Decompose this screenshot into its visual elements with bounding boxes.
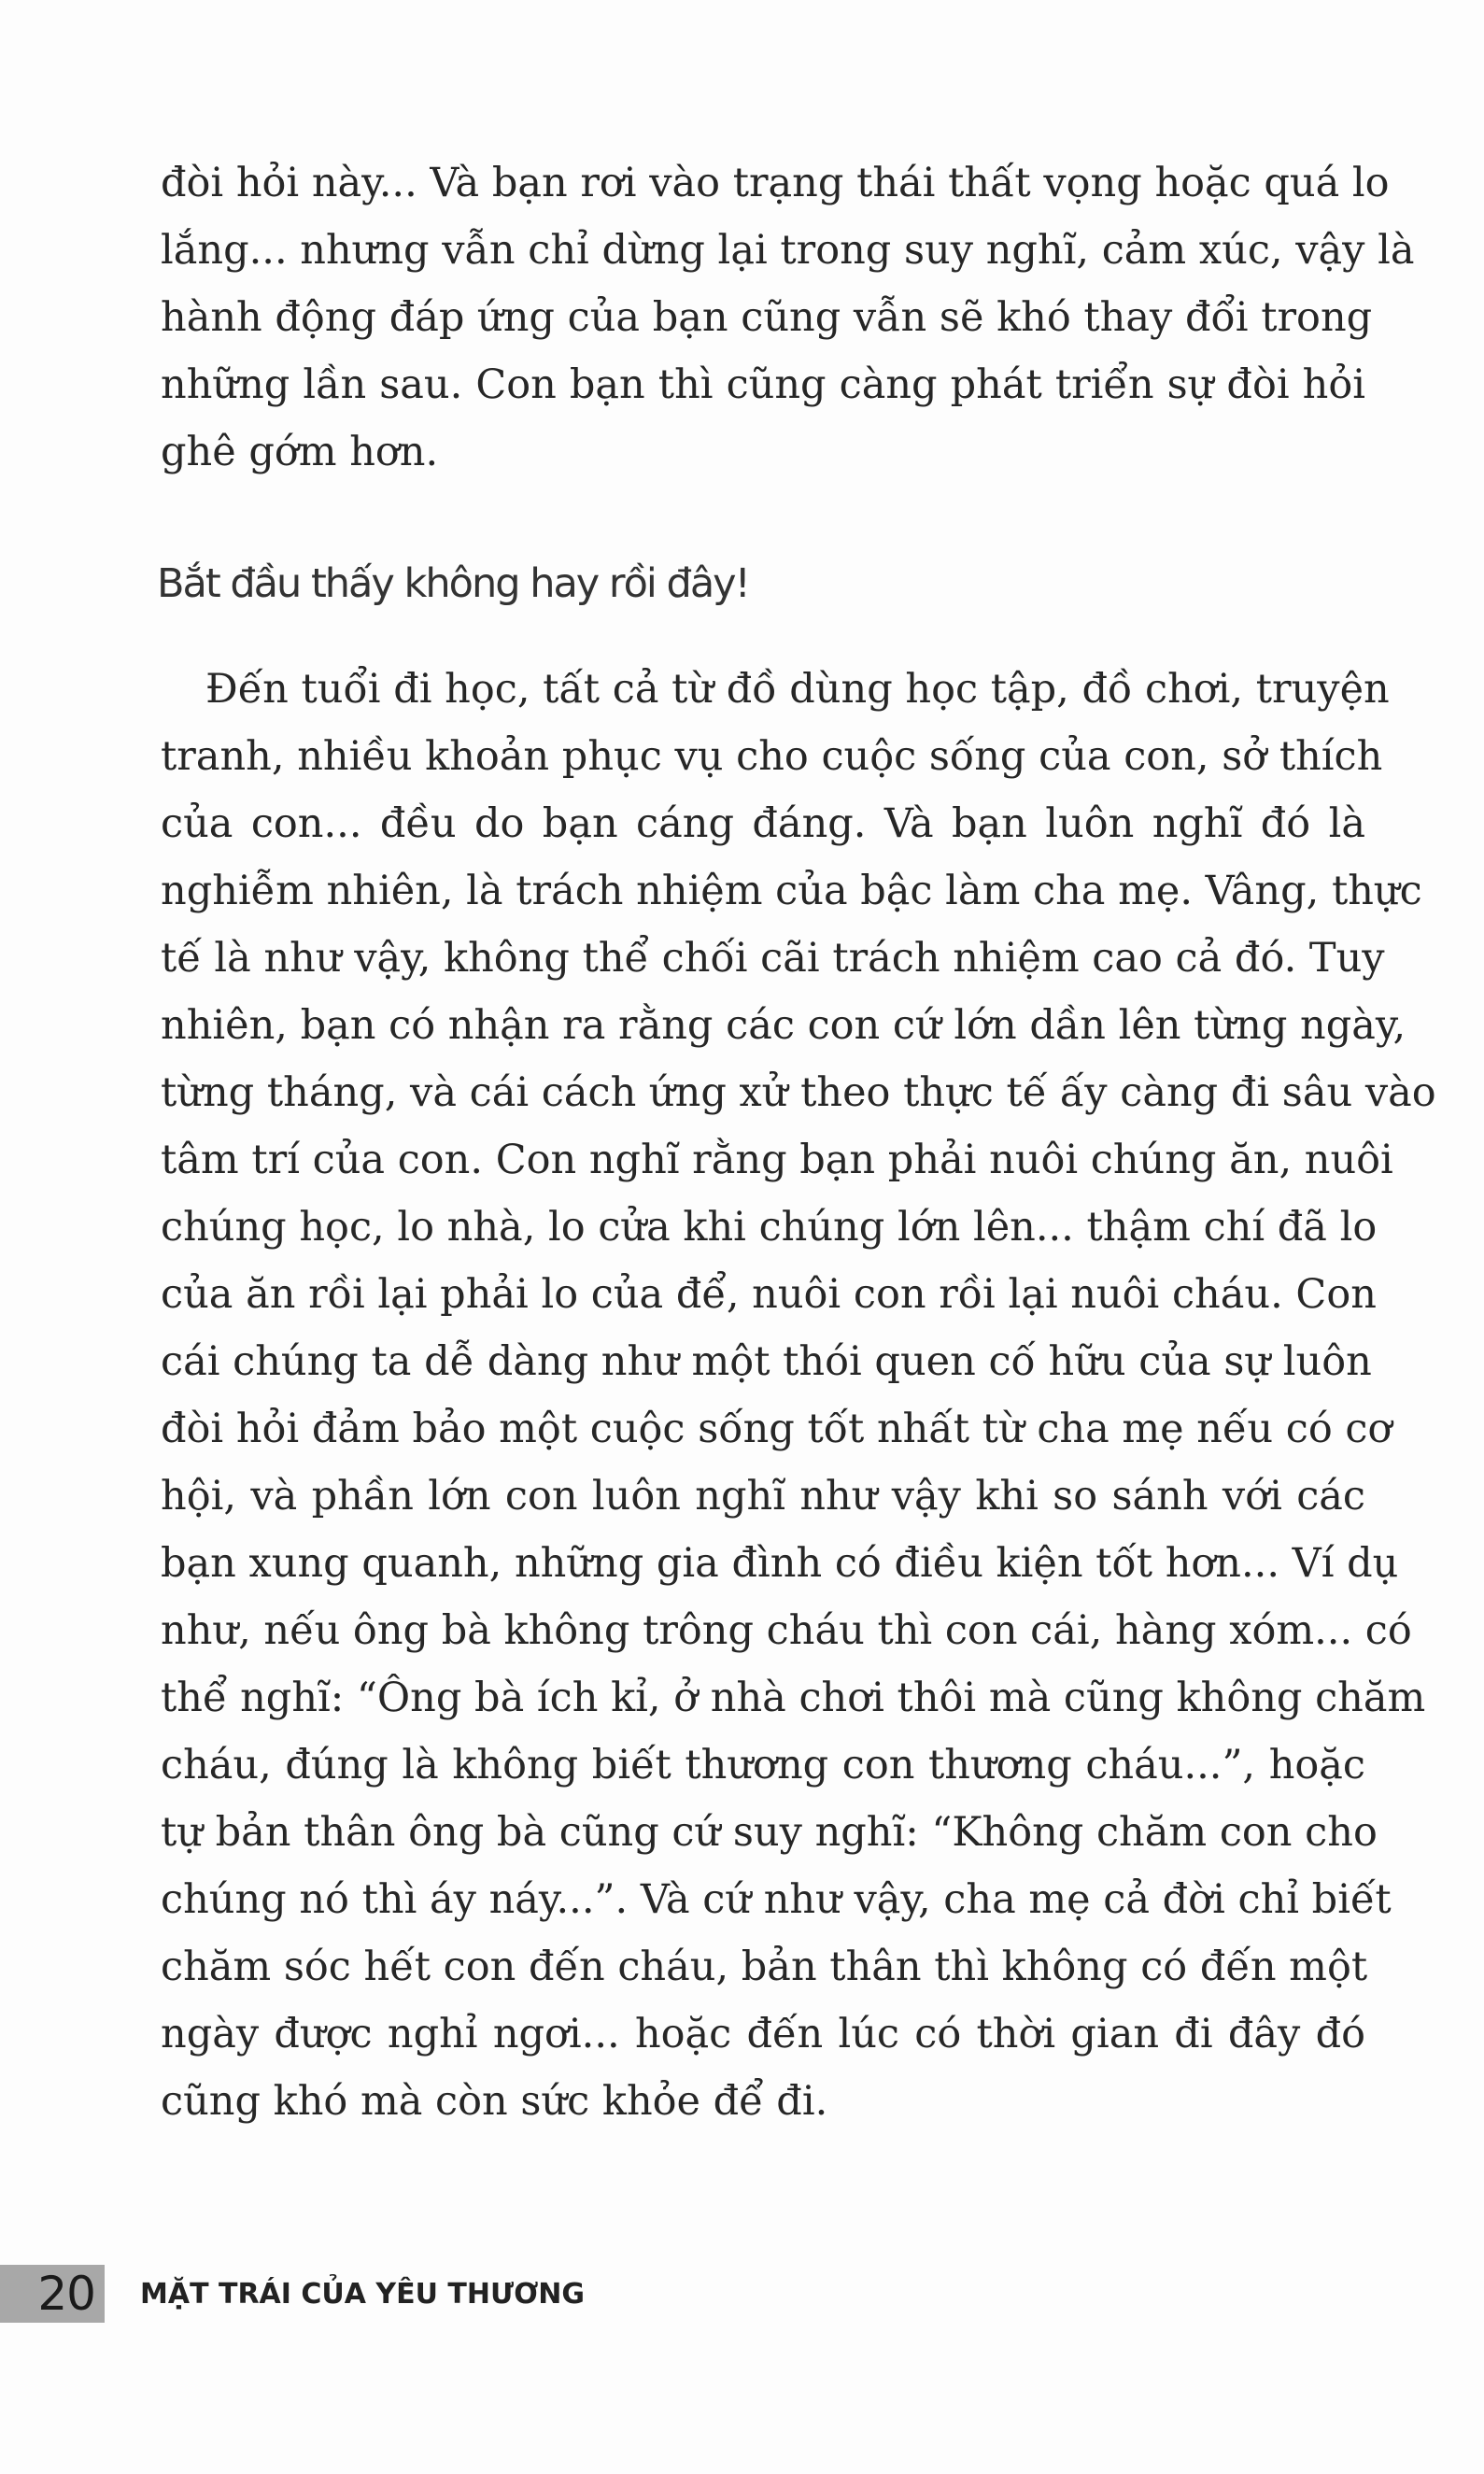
text-line: như, nếu ông bà không trông cháu thì con cái, hàng xóm... có — [161, 1607, 1412, 1654]
text-line: đòi hỏi này... Và bạn rơi vào trạng thái thất vọng hoặc quá lo — [161, 160, 1390, 206]
text-line: thể nghĩ: “Ông bà ích kỉ, ở nhà chơi thôi mà cũng không chăm — [161, 1675, 1426, 1721]
page-number: 20 — [37, 2267, 95, 2321]
text-line: của con... đều do bạn cáng đáng. Và bạn luôn nghĩ đó là — [161, 800, 1365, 847]
paragraph — [161, 656, 1436, 2135]
text-line: tâm trí của con. Con nghĩ rằng bạn phải nuôi chúng ăn, nuôi — [161, 1137, 1393, 1183]
page-number-tab — [0, 2265, 105, 2323]
text-line: những lần sau. Con bạn thì cũng càng phát triển sự đòi hỏi — [161, 361, 1365, 408]
text-line: Đến tuổi đi học, tất cả từ đồ dùng học tập, đồ chơi, truyện — [205, 666, 1390, 713]
text-line: của ăn rồi lại phải lo của để, nuôi con rồi lại nuôi cháu. Con — [161, 1271, 1377, 1318]
text-line: hành động đáp ứng của bạn cũng vẫn sẽ khó thay đổi trong — [161, 294, 1373, 341]
text-line: tranh, nhiều khoản phục vụ cho cuộc sống của con, sở thích — [161, 733, 1383, 780]
text-line: nhiên, bạn có nhận ra rằng các con cứ lớn dần lên từng ngày, — [161, 1002, 1406, 1049]
text-line: ngày được nghỉ ngơi... hoặc đến lúc có thời gian đi đây đó — [161, 2011, 1365, 2057]
text-line: chúng nó thì áy náy...”. Và cứ như vậy, cha mẹ cả đời chỉ biết — [161, 1876, 1392, 1923]
text-line: cũng khó mà còn sức khỏe để đi. — [161, 2078, 828, 2125]
text-line: tế là như vậy, không thể chối cãi trách nhiệm cao cả đó. Tuy — [161, 935, 1385, 982]
section-heading: Bắt đầu thấy không hay rồi đây! — [157, 560, 749, 607]
text-line: lắng... nhưng vẫn chỉ dừng lại trong suy nghĩ, cảm xúc, vậy là — [161, 227, 1415, 274]
text-line: đòi hỏi đảm bảo một cuộc sống tốt nhất từ cha mẹ nếu có cơ — [161, 1406, 1392, 1452]
paragraph-continued — [161, 149, 1415, 486]
text-line: cháu, đúng là không biết thương con thương cháu...”, hoặc — [161, 1742, 1365, 1788]
text-line: chúng học, lo nhà, lo cửa khi chúng lớn lên... thậm chí đã lo — [161, 1204, 1378, 1251]
text-line: chăm sóc hết con đến cháu, bản thân thì không có đến một — [161, 1944, 1368, 1990]
text-line: tự bản thân ông bà cũng cứ suy nghĩ: “Không chăm con cho — [161, 1809, 1378, 1856]
running-title: MẶT TRÁI CỦA YÊU THƯƠNG — [140, 2277, 586, 2311]
text-line: từng tháng, và cái cách ứng xử theo thực tế ấy càng đi sâu vào — [161, 1069, 1436, 1116]
text-line: cái chúng ta dễ dàng như một thói quen cố hữu của sự luôn — [161, 1338, 1372, 1385]
page-footer — [0, 2265, 585, 2323]
text-line: bạn xung quanh, những gia đình có điều kiện tốt hơn... Ví dụ — [161, 1540, 1399, 1587]
text-line: ghê gớm hơn. — [161, 429, 439, 475]
text-line: hội, và phần lớn con luôn nghĩ như vậy khi so sánh với các — [161, 1473, 1365, 1520]
text-line: nghiễm nhiên, là trách nhiệm của bậc làm cha mẹ. Vâng, thực — [161, 868, 1422, 914]
